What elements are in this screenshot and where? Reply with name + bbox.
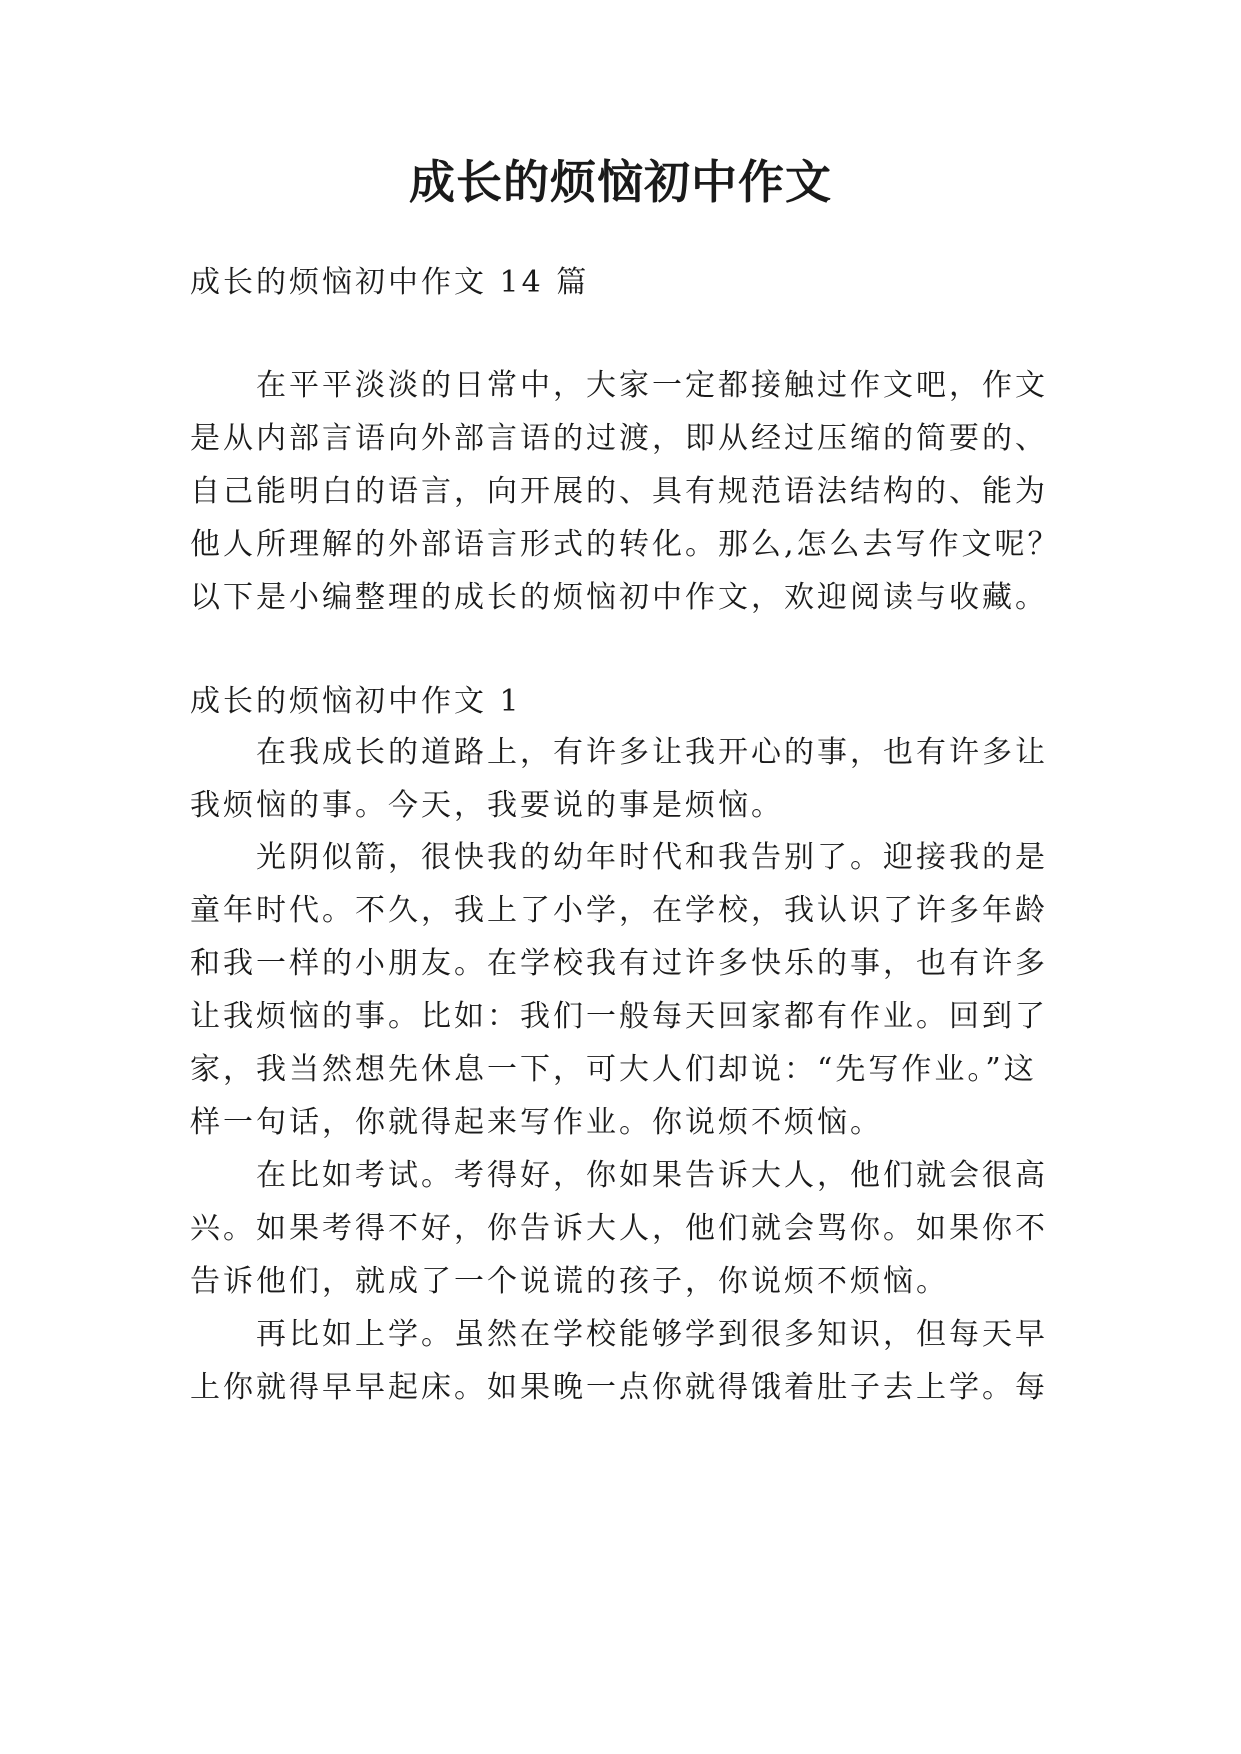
body-line: 在比如考试。考得好，你如果告诉大人，他们就会很高 [256, 1158, 1048, 1193]
body-line: 童年时代。不久，我上了小学，在学校，我认识了许多年龄 [190, 893, 1048, 928]
intro-line: 自己能明白的语言，向开展的、具有规范语法结构的、能为 [190, 474, 1048, 509]
body-line: 在我成长的道路上，有许多让我开心的事，也有许多让 [256, 735, 1048, 770]
document-title: 成长的烦恼初中作文 [409, 155, 832, 209]
intro-line: 他人所理解的外部语言形式的转化。那么,怎么去写作文呢？ [190, 527, 1061, 562]
intro-line: 以下是小编整理的成长的烦恼初中作文，欢迎阅读与收藏。 [190, 580, 1048, 615]
intro-line: 是从内部言语向外部言语的过渡，即从经过压缩的简要的、 [190, 421, 1048, 456]
body-line: 上你就得早早起床。如果晚一点你就得饿着肚子去上学。每 [190, 1370, 1048, 1405]
body-line: 让我烦恼的事。比如：我们一般每天回家都有作业。回到了 [190, 999, 1048, 1034]
body-line: 再比如上学。虽然在学校能够学到很多知识，但每天早 [256, 1317, 1048, 1352]
body-line: 兴。如果考得不好，你告诉大人，他们就会骂你。如果你不 [190, 1211, 1048, 1246]
body-line: 和我一样的小朋友。在学校我有过许多快乐的事，也有许多 [190, 946, 1048, 981]
intro-line: 在平平淡淡的日常中，大家一定都接触过作文吧，作文 [256, 368, 1048, 403]
section-heading: 成长的烦恼初中作文 1 [190, 684, 522, 719]
body-line: 样一句话，你就得起来写作业。你说烦不烦恼。 [190, 1105, 883, 1140]
body-line: 我烦恼的事。今天，我要说的事是烦恼。 [190, 788, 784, 823]
body-line: 光阴似箭，很快我的幼年时代和我告别了。迎接我的是 [256, 840, 1048, 875]
body-line: 家，我当然想先休息一下，可大人们却说：“先写作业。”这 [190, 1052, 1037, 1087]
body-line: 告诉他们，就成了一个说谎的孩子，你说烦不烦恼。 [190, 1264, 949, 1299]
document-subtitle: 成长的烦恼初中作文 14 篇 [190, 265, 590, 300]
